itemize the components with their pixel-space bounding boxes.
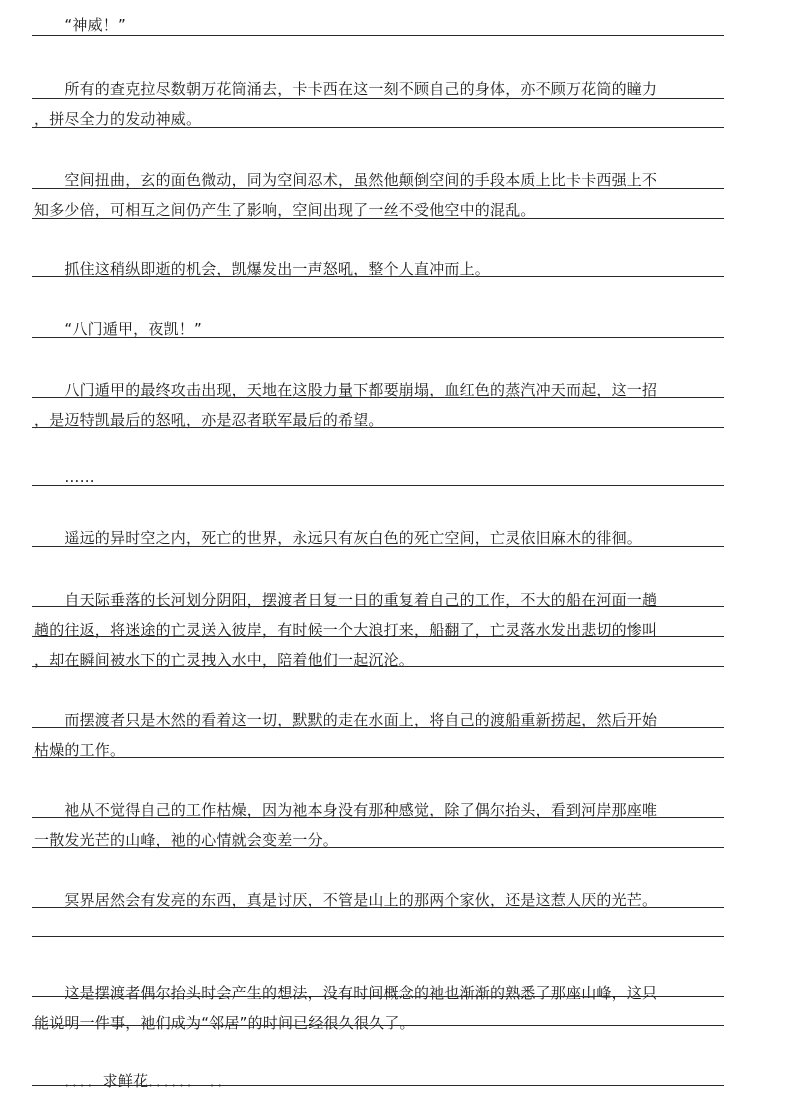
ruled-line (32, 996, 724, 997)
ruled-line (32, 35, 724, 36)
ruled-line (32, 727, 724, 728)
ruled-line (32, 817, 724, 818)
ruled-line (32, 485, 724, 486)
text-line: 祂从不觉得自己的工作枯燥，因为祂本身没有那种感觉，除了偶尔抬头，看到河岸那座唯 (34, 801, 658, 819)
text-line: 空间扭曲，玄的面色微动，同为空间忍术，虽然他颠倒空间的手段本质上比卡卡西强上不 (34, 171, 658, 189)
ruled-line (32, 636, 724, 637)
text-line: 遥远的异时空之内，死亡的世界，永远只有灰白色的死亡空间，亡灵依旧麻木的徘徊。 (34, 529, 643, 547)
text-line: 趟的往返，将迷途的亡灵送入彼岸，有时候一个大浪打来，船翻了，亡灵落水发出悲切的惨叫 (34, 621, 658, 639)
text-line: “神威！” (34, 16, 126, 34)
ruled-line (32, 757, 724, 758)
ruled-line (32, 1025, 724, 1026)
text-line: 八门遁甲的最终攻击出现，天地在这股力量下都要崩塌，血红色的蒸汽冲天而起，这一招 (34, 381, 658, 399)
text-line: 而摆渡者只是木然的看着这一切，默默的走在水面上，将自己的渡船重新捞起，然后开始 (34, 711, 658, 729)
ruled-line (32, 218, 724, 219)
ruled-line (32, 606, 724, 607)
ruled-line (32, 188, 724, 189)
text-line: 抓住这稍纵即逝的机会，凯爆发出一声怒吼，整个人直冲而上。 (34, 260, 491, 278)
text-line: …… (34, 468, 95, 486)
text-line: 所有的查克拉尽数朝万花筒涌去，卡卡西在这一刻不顾自己的身体，亦不顾万花筒的瞳力 (34, 80, 658, 98)
text-line: ，拼尽全力的发动神威。 (34, 110, 202, 128)
text-line: 枯燥的工作。 (34, 741, 126, 759)
ruled-line (32, 936, 724, 937)
text-line: 一散发光芒的山峰，祂的心情就会变差一分。 (34, 831, 339, 849)
text-line: ，是迈特凯最后的怒吼，亦是忍者联军最后的希望。 (34, 411, 384, 429)
ruled-line (32, 1085, 724, 1086)
ruled-line (32, 127, 724, 128)
text-line: 能说明一件事，祂们成为“邻居”的时间已经很久很久了。 (34, 1014, 415, 1032)
ruled-line (32, 666, 724, 667)
text-line: 自天际垂落的长河划分阴阳，摆渡者日复一日的重复着自己的工作，不大的船在河面一趟 (34, 591, 658, 609)
ruled-line (32, 546, 724, 547)
ruled-line (32, 98, 724, 99)
text-line: “八门遁甲，夜凯！” (34, 320, 202, 338)
ruled-line (32, 427, 724, 428)
ruled-line (32, 276, 724, 277)
ruled-line (32, 337, 724, 338)
text-line: ，却在瞬间被水下的亡灵拽入水中，陪着他们一起沉沦。 (34, 651, 415, 669)
ruled-line (32, 397, 724, 398)
text-line: 知多少倍，可相互之间仍产生了影响，空间出现了一丝不受他空中的混乱。 (34, 201, 536, 219)
ruled-line (32, 907, 724, 908)
ruled-line (32, 847, 724, 848)
text-line: 冥界居然会有发亮的东西，真是讨厌，不管是山上的那两个家伙，还是这惹人厌的光芒。 (34, 891, 658, 909)
text-line: ．．．．求鲜花．．．．．． ．． (34, 1072, 233, 1090)
text-line: 这是摆渡者偶尔抬头时会产生的想法，没有时间概念的祂也渐渐的熟悉了那座山峰，这只 (34, 984, 658, 1002)
